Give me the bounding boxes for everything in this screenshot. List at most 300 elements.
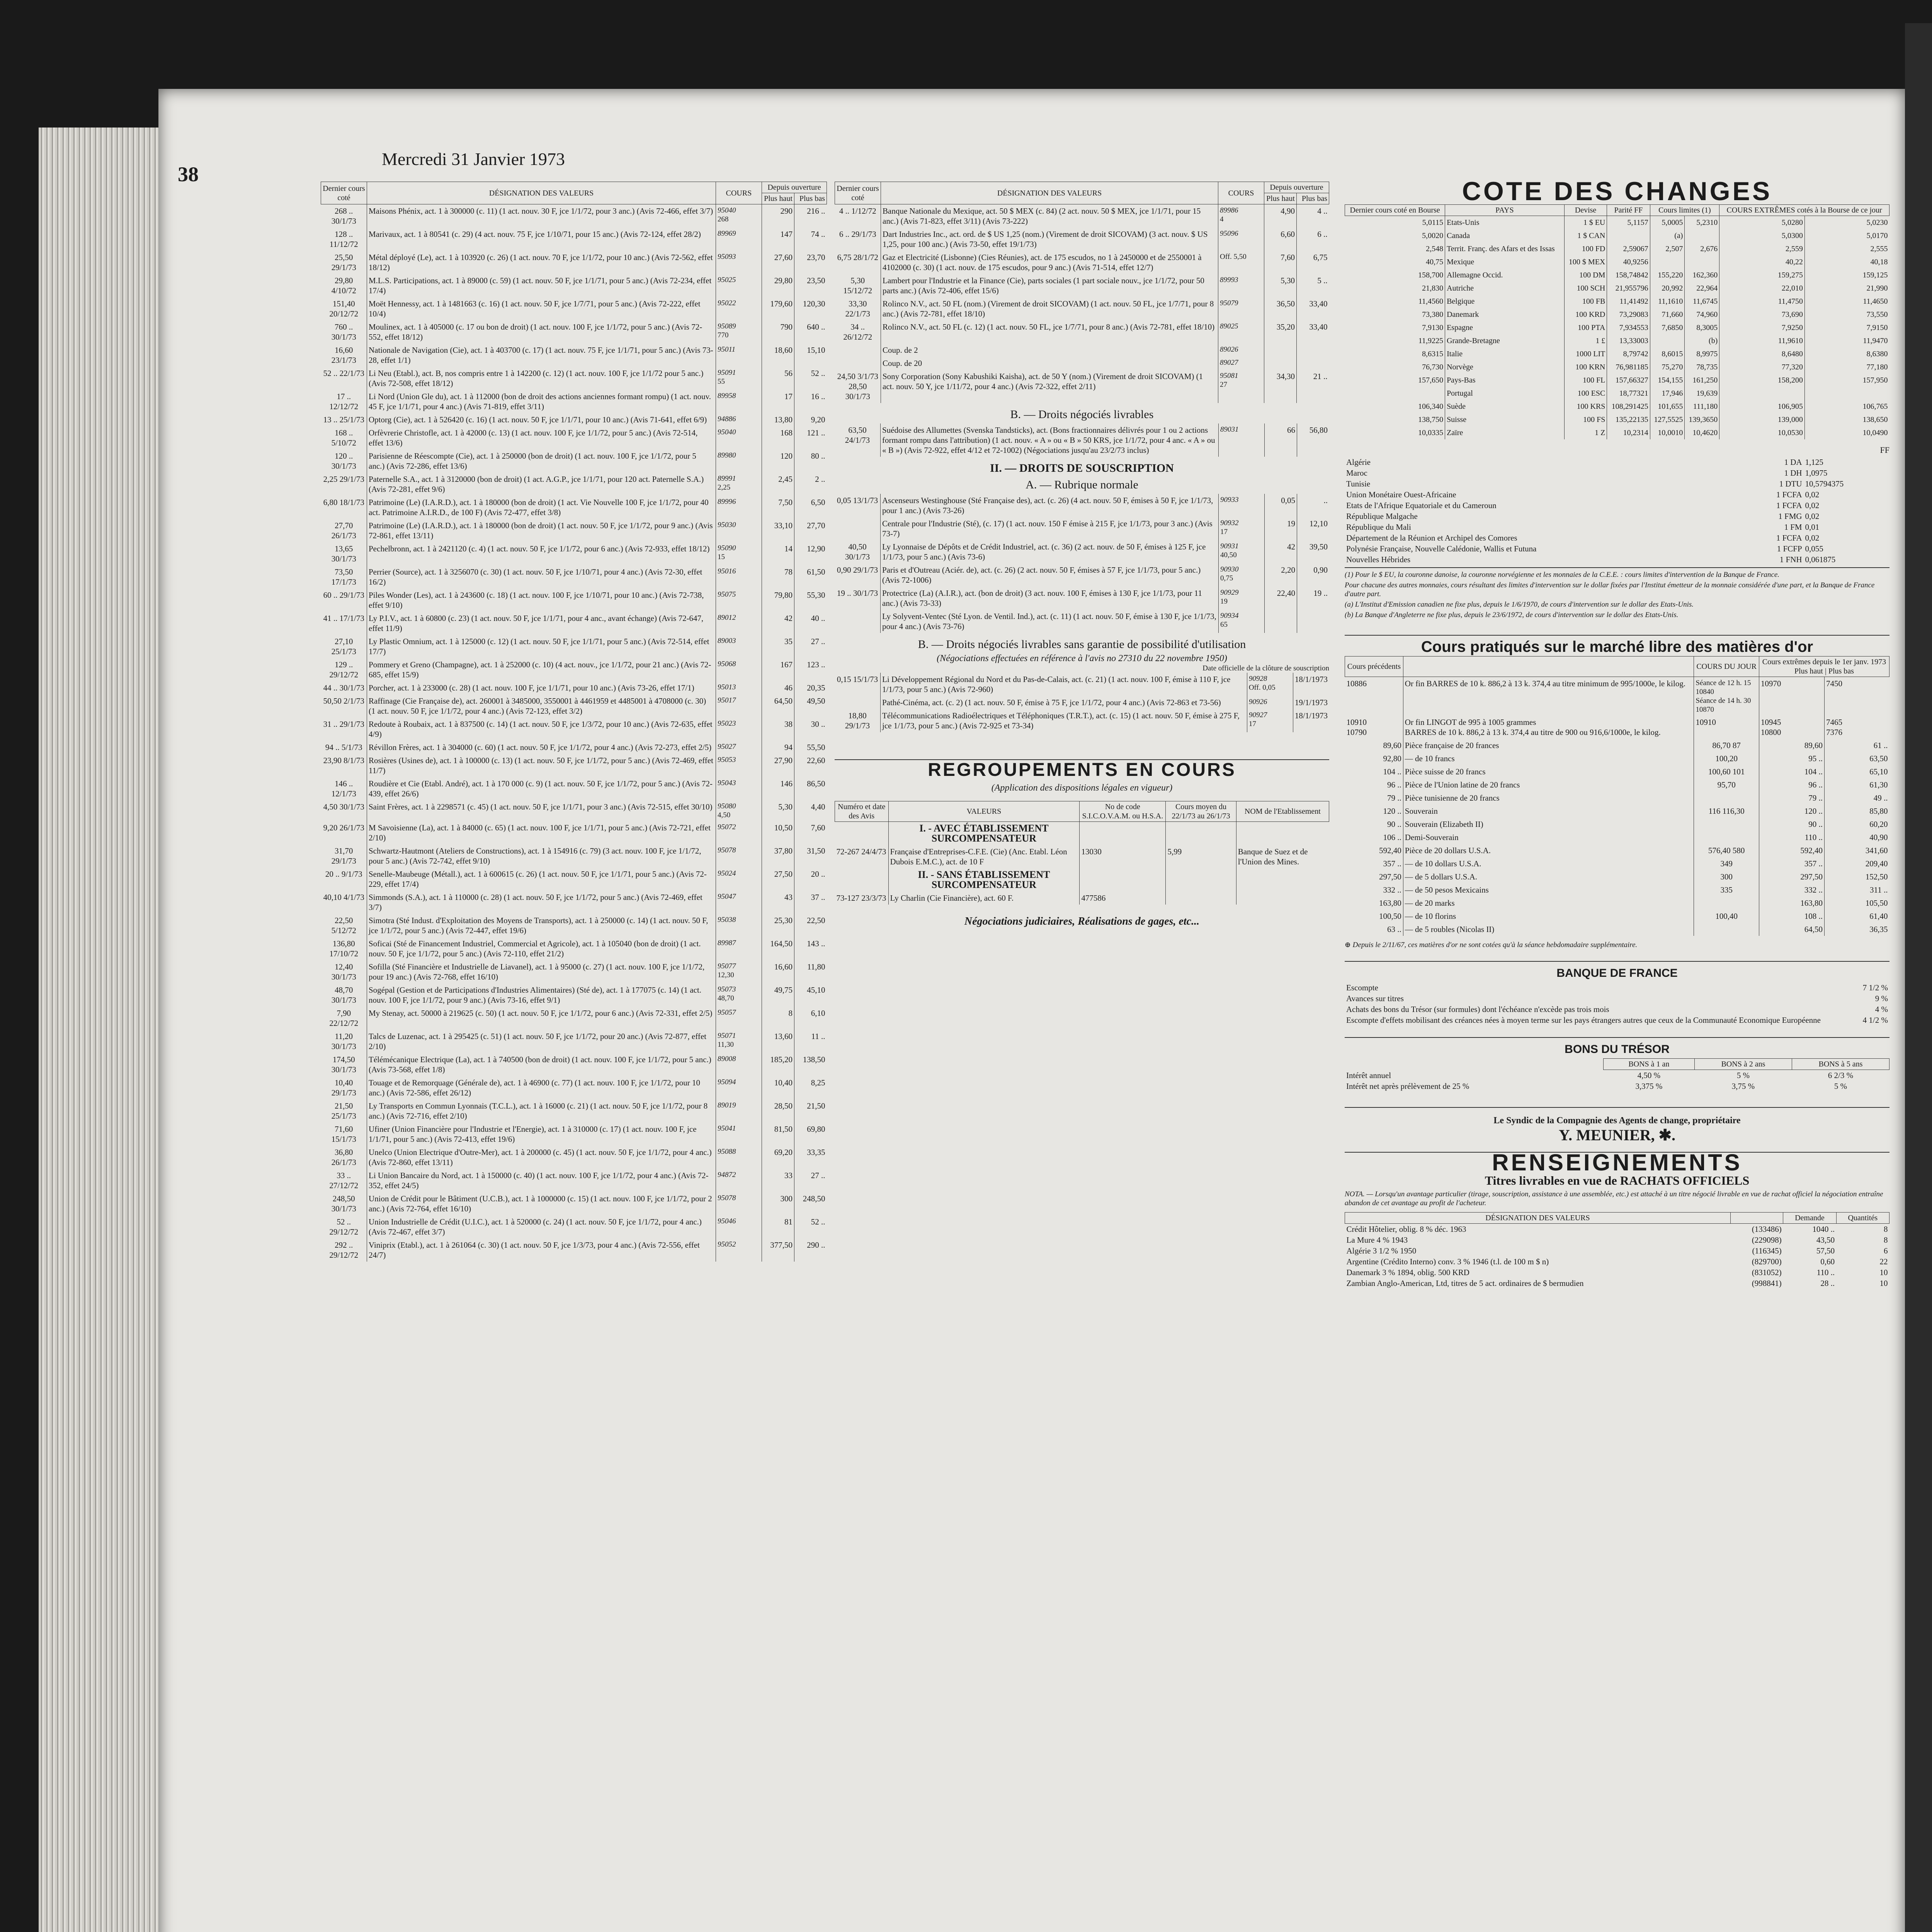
regroup-cours: 5,99 xyxy=(1166,845,1236,868)
valeur-code: 95025 xyxy=(718,276,736,284)
table-row xyxy=(835,540,1329,563)
cours-cell xyxy=(716,867,762,891)
plus-bas: 22,60 xyxy=(807,756,825,765)
rens-quantite: 22 xyxy=(1879,1257,1888,1266)
cours-cell xyxy=(716,1146,762,1169)
or-jour: 349 xyxy=(1694,857,1759,870)
section-b-table xyxy=(835,423,1329,457)
designation: M.L.S. Participations, act. 1 à 89000 (c. 59) (1 act. nouv. 50 F, jce 1/1/71, pour 5 anc.) (Avis 72-234, effet 17/4) xyxy=(367,274,716,297)
cote-devise: 100 $ MEX xyxy=(1564,255,1607,269)
cote-row xyxy=(1345,269,1889,282)
renseignements-subtitle: Titres livrables en vue de RACHATS OFFICIELS xyxy=(1485,1173,1750,1187)
cote-extreme-haut: 106,905 xyxy=(1719,400,1805,413)
dernier-cours: 52 .. 29/12/72 xyxy=(321,1215,367,1238)
dernier-cours: 40,50 30/1/73 xyxy=(835,540,881,563)
valeur-code: 94886 xyxy=(718,415,736,423)
or-plus-bas: 85,80 xyxy=(1869,806,1888,816)
or-seance-2: Séance de 14 h. 30 xyxy=(1696,697,1751,705)
banque-label: Avances sur titres xyxy=(1346,994,1404,1003)
page-number: 38 xyxy=(178,163,199,186)
bons-row xyxy=(1345,1081,1889,1092)
valeur-code: 95068 xyxy=(718,660,736,668)
table-row xyxy=(321,1192,827,1215)
or-plus-haut: 90 .. xyxy=(1759,818,1824,831)
ff-pays: Polynésie Française, Nouvelle Calédonie, Wallis et Futuna xyxy=(1346,544,1537,553)
dernier-cours: 268 .. 30/1/73 xyxy=(321,204,367,228)
valeur-code: 95038 xyxy=(718,916,736,924)
cours-cell xyxy=(716,542,762,565)
or-jour: 335 xyxy=(1694,883,1759,896)
or-lingot-haut1: 10945 xyxy=(1760,718,1781,727)
cote-limite-haute: 161,250 xyxy=(1685,374,1719,387)
cote-header-limites: Cours limites (1) xyxy=(1650,205,1719,216)
cote-devise: 100 FB xyxy=(1564,295,1607,308)
plus-bas: 74 .. xyxy=(811,230,825,239)
plus-haut: 4,90 xyxy=(1264,204,1297,228)
cote-devise: 100 FS xyxy=(1564,413,1607,426)
dernier-cours: 40,10 4/1/73 xyxy=(321,891,367,914)
table-row xyxy=(835,357,1329,370)
plus-bas: 16 .. xyxy=(811,392,825,401)
plus-haut: 0,05 xyxy=(1265,494,1297,517)
designation: Redoute à Roubaix, act. 1 à 837500 (c. 14) (1 act. nouv. 50 F, jce 1/3/72, pour 10 anc.) (Avis 72-635, effet 4/9) xyxy=(367,718,716,741)
bons-header-1an: BONS à 1 an xyxy=(1603,1059,1694,1070)
plus-bas: 23,70 xyxy=(807,253,825,262)
valeur-code: 90933 xyxy=(1220,496,1239,504)
section-2b-col-label: Date officielle de la clôture de souscription xyxy=(1202,664,1329,672)
banque-value: 4 1/2 % xyxy=(1862,1015,1888,1025)
ff-pays: République du Mali xyxy=(1346,522,1411,532)
cours-cell xyxy=(716,390,762,413)
dernier-cours: 52 .. 22/1/73 xyxy=(321,367,367,390)
regroup-valeur: Ly Charlin (Cie Financière), act. 60 F. xyxy=(888,891,1080,905)
plus-bas: 20,35 xyxy=(807,683,825,692)
cote-extreme-haut: 139,000 xyxy=(1719,413,1805,426)
or-plus-haut: 104 .. xyxy=(1759,765,1824,778)
or-plus-haut: 592,40 xyxy=(1759,844,1824,857)
ff-value: 0,01 xyxy=(1805,522,1820,532)
table-row xyxy=(321,1030,827,1053)
designation: Télémécanique Electrique (La), act. 1 à 740500 (bon de droit) (1 act. nouv. 100 F, jce 1/1/72, pour 5 anc.) (Avis 73-568, effet 1/8) xyxy=(367,1053,716,1076)
dernier-cours: 9,20 26/1/73 xyxy=(321,821,367,844)
cote-row xyxy=(1345,334,1889,347)
valeur-code: 90926 xyxy=(1248,698,1267,706)
table-row xyxy=(835,320,1329,344)
cote-limite-basse: 7,6850 xyxy=(1650,321,1685,334)
cote-dernier: 157,650 xyxy=(1345,374,1445,387)
cote-dernier: 10,0335 xyxy=(1345,426,1445,439)
dernier-cours: 0,05 13/1/73 xyxy=(835,494,881,517)
rens-quantite: 6 xyxy=(1884,1246,1888,1255)
table-row xyxy=(321,1146,827,1169)
dernier-cours: 120 .. 30/1/73 xyxy=(321,449,367,473)
cote-devise: 1 £ xyxy=(1564,334,1607,347)
plus-haut: 42 xyxy=(1265,540,1297,563)
table-row xyxy=(321,1007,827,1030)
cours-cell xyxy=(1218,228,1264,251)
designation: Ly P.I.V., act. 1 à 60800 (c. 23) (1 act. nouv. 50 F, jce 1/1/71, pour 4 anc., avant échange) (Avis 72-647, effet 11/9) xyxy=(367,612,716,635)
cours-value: 65 xyxy=(1220,621,1228,629)
cote-row xyxy=(1345,282,1889,295)
plus-bas xyxy=(1297,344,1329,357)
banque-title: BANQUE DE FRANCE xyxy=(1556,967,1678,980)
plus-haut: 69,20 xyxy=(762,1146,794,1169)
plus-haut: 7,50 xyxy=(762,496,794,519)
plus-haut: 2,20 xyxy=(1265,563,1297,587)
plus-bas: 7,60 xyxy=(811,823,825,832)
designation: Union Industrielle de Crédit (U.I.C.), act. 1 à 520000 (c. 24) (1 act. nouv. 50 F, jce 1/1/72, pour 4 anc.) (Avis 72-467, effet 3/7) xyxy=(367,1215,716,1238)
valeur-code: 95057 xyxy=(718,1009,736,1017)
plus-haut: 28,50 xyxy=(762,1099,794,1122)
cote-extreme-bas: 106,765 xyxy=(1862,402,1888,411)
or-piece: Pièce de 20 dollars U.S.A. xyxy=(1403,844,1694,857)
cote-dernier: 21,830 xyxy=(1345,282,1445,295)
plus-haut: 147 xyxy=(762,228,794,251)
or-piece: — de 10 florins xyxy=(1403,910,1694,923)
table-row xyxy=(321,1076,827,1099)
rens-demande: 57,50 xyxy=(1816,1246,1835,1255)
dernier-cours xyxy=(835,610,881,633)
or-jour: 86,70 87 xyxy=(1694,739,1759,752)
plus-bas: 27 .. xyxy=(811,1171,825,1180)
cours-cell xyxy=(716,1053,762,1076)
plus-bas: 52 .. xyxy=(811,369,825,378)
cote-extreme-bas: 21,990 xyxy=(1866,284,1888,293)
or-lingot-bas1: 7465 xyxy=(1826,718,1843,727)
bons-1an: 3,375 % xyxy=(1635,1082,1663,1091)
cote-pays: Espagne xyxy=(1445,321,1565,334)
dernier-cours: 25,50 29/1/73 xyxy=(321,251,367,274)
plus-haut: 7,60 xyxy=(1264,251,1297,274)
ff-value: 1,125 xyxy=(1805,457,1823,467)
cote-devise: 100 KRS xyxy=(1564,400,1607,413)
dernier-cours xyxy=(835,696,881,709)
ff-label: FF xyxy=(1880,445,1889,455)
cours-value: 15 xyxy=(718,553,725,561)
cours-cell xyxy=(716,681,762,694)
designation: Senelle-Maubeuge (Métall.), act. 1 à 600615 (c. 26) (1 act. nouv. 50 F, jce 1/1/71, pour 5 anc.) (Avis 72-229, effet 17/4) xyxy=(367,867,716,891)
col-header-depuis: Depuis ouverture xyxy=(1264,182,1329,193)
valeur-code: 94872 xyxy=(718,1171,736,1179)
rens-designation: Danemark 3 % 1894, oblig. 500 KRD xyxy=(1346,1268,1469,1277)
plus-bas: 27 .. xyxy=(811,637,825,646)
ff-value: 0,061875 xyxy=(1805,555,1836,564)
plus-haut: 64,50 xyxy=(762,694,794,718)
regroup-section-1: I. - AVEC ÉTABLISSEMENT SURCOMPENSATEUR xyxy=(888,822,1080,845)
dernier-cours: 44 .. 30/1/73 xyxy=(321,681,367,694)
plus-bas: 45,10 xyxy=(807,985,825,995)
dernier-cours: 33 .. 27/12/72 xyxy=(321,1169,367,1192)
cote-extreme-bas: 11,4650 xyxy=(1863,297,1888,306)
dernier-cours: 146 .. 12/1/73 xyxy=(321,777,367,800)
rens-demande: 43,50 xyxy=(1816,1235,1835,1245)
cours-cell xyxy=(716,274,762,297)
valeur-code: 95096 xyxy=(1220,230,1238,238)
cote-devise: 100 PTA xyxy=(1564,321,1607,334)
plus-bas: 121 .. xyxy=(807,428,825,437)
cote-extreme-haut: 40,22 xyxy=(1719,255,1805,269)
table-row xyxy=(835,610,1329,633)
plus-bas: 6,50 xyxy=(811,498,825,507)
or-plus-bas: 49 .. xyxy=(1873,793,1888,803)
dernier-cours xyxy=(835,357,881,370)
cote-extreme-haut: 159,275 xyxy=(1719,269,1805,282)
rens-designation: Algérie 3 1/2 % 1950 xyxy=(1346,1246,1417,1255)
cote-extreme-bas: 73,550 xyxy=(1866,310,1888,319)
table-row xyxy=(321,821,827,844)
plus-bas: 33,35 xyxy=(807,1148,825,1157)
plus-haut: 22,40 xyxy=(1265,587,1297,610)
designation: Moulinex, act. 1 à 405000 (c. 17 ou bon de droit) (1 act. nouv. 100 F, jce 1/1/72, pour 5 anc.) (Avis 72-552, effet 18/12) xyxy=(367,320,716,344)
regroupements-title: REGROUPEMENTS EN COURS xyxy=(928,760,1236,780)
designation: Dart Industries Inc., act. ord. de $ US 1,25 (nom.) (Virement de droit SICOVAM) (3 act. nouv. $ US 1,25, pour 100 anc.) (Avis 73-50, effet 19/1/73) xyxy=(881,228,1218,251)
cote-extreme-bas: 5,0170 xyxy=(1866,231,1888,240)
dernier-cours: 5,30 15/12/72 xyxy=(835,274,881,297)
rens-designation: Argentine (Crédito Interno) conv. 3 % 1946 (t.l. de 100 m $ n) xyxy=(1346,1257,1549,1266)
plus-haut: 78 xyxy=(762,565,794,588)
ff-row xyxy=(1345,468,1889,478)
dernier-cours: 4 .. 1/12/72 xyxy=(835,204,881,228)
cote-dernier: 11,9225 xyxy=(1345,334,1445,347)
dernier-cours: 12,40 30/1/73 xyxy=(321,960,367,983)
cours-value: 4 xyxy=(1220,215,1224,223)
dernier-cours: 13,65 30/1/73 xyxy=(321,542,367,565)
rens-row xyxy=(1345,1224,1889,1235)
renseignements-nota: NOTA. — Lorsqu'un avantage particulier (tirage, souscription, assistance à une assemblée, etc.) est attaché à un titre négocié livrable en vue de rachat officiel la négociation entraîne abandon de cet avantage au profit de l'acheteur. xyxy=(1345,1190,1883,1207)
banque-label: Escompte d'effets mobilisant des créances nées à moyen terme sur les pays étrangers autres que ceux de la Communauté Economique Européenne xyxy=(1346,1015,1821,1025)
cote-pays: Territ. Franç. des Afars et des Issas xyxy=(1445,242,1565,255)
cours-cell xyxy=(1219,540,1265,563)
cote-dernier: 5,0020 xyxy=(1345,229,1445,242)
plus-haut: 179,60 xyxy=(762,297,794,320)
or-row xyxy=(1345,910,1889,923)
left-quotes-body xyxy=(321,204,827,1262)
cours-value: 17 xyxy=(1220,528,1228,536)
table-row xyxy=(321,426,827,449)
middle-quotes-table xyxy=(835,182,1329,403)
dernier-cours: 18,80 29/1/73 xyxy=(835,709,881,732)
table-row xyxy=(835,370,1329,403)
cours-cell xyxy=(716,228,762,251)
plus-haut: 36,50 xyxy=(1264,297,1297,320)
valeur-code: 95040 xyxy=(718,206,736,214)
cote-extreme-bas: 2,555 xyxy=(1870,245,1888,253)
page-date: Mercredi 31 Janvier 1973 xyxy=(382,149,565,169)
or-plus-haut: 332 .. xyxy=(1759,883,1824,896)
rens-code: (133486) xyxy=(1752,1225,1782,1234)
renseignements-table xyxy=(1345,1212,1889,1289)
plus-bas: 6 .. xyxy=(1317,230,1328,239)
cours-cell xyxy=(1219,517,1265,540)
cote-extreme-bas: 11,9470 xyxy=(1863,337,1888,345)
designation: Schwartz-Hautmont (Ateliers de Constructions), act. 1 à 154916 (c. 79) (3 act. nouv. 100 F, jce 1/1/72, pour 5 anc.) (Avis 72-742, effet 9/10) xyxy=(367,844,716,867)
table-row xyxy=(321,891,827,914)
ff-pays: Union Monétaire Ouest-Africaine xyxy=(1346,490,1456,499)
cours-cell xyxy=(1247,673,1293,696)
cours-value: Off. 5,50 xyxy=(1220,253,1247,261)
bons-header-2ans: BONS à 2 ans xyxy=(1694,1059,1792,1070)
plus-bas: 5 .. xyxy=(1317,276,1328,285)
ff-devise: 1 DTU xyxy=(1779,479,1802,488)
or-plus-bas: 65,10 xyxy=(1869,767,1888,776)
or-header-jour: COURS DU JOUR xyxy=(1694,656,1759,677)
designation: Unelco (Union Electrique d'Outre-Mer), act. 1 à 200000 (c. 45) (1 act. nouv. 50 F, jce 1/1/72, pour 4 anc.) (Avis 72-860, effet 13/11) xyxy=(367,1146,716,1169)
plus-haut: 38 xyxy=(762,718,794,741)
table-row xyxy=(321,844,827,867)
rens-header-demande: Demande xyxy=(1783,1213,1836,1224)
plus-bas: 138,50 xyxy=(803,1055,825,1064)
ff-devise: 1 FCFA xyxy=(1776,490,1802,499)
valeur-code: 95073 xyxy=(718,985,736,993)
or-note: ⊕ Depuis le 2/11/67, ces matières d'or ne sont cotées qu'à la séance hebdomadaire supplémentaire. xyxy=(1345,941,1638,949)
or-header-haut: Plus haut xyxy=(1794,667,1823,675)
table-row xyxy=(321,1099,827,1122)
valeur-code: 95080 xyxy=(718,802,736,810)
cote-note: (a) L'Institut d'Emission canadien ne fixe plus, depuis le 1/6/1970, de cours d'intervention sur le dollar des Etats-Unis. xyxy=(1345,600,1694,609)
cours-cell xyxy=(1247,696,1293,709)
table-row xyxy=(321,777,827,800)
plus-bas: 61,50 xyxy=(807,567,825,577)
plus-bas xyxy=(1297,357,1329,370)
cote-parite: 11,41492 xyxy=(1607,295,1650,308)
valeur-code: 95078 xyxy=(718,1194,736,1202)
dernier-cours: 11,20 30/1/73 xyxy=(321,1030,367,1053)
scan-edge xyxy=(1905,23,1932,1932)
valeur-code: 95089 xyxy=(718,322,736,330)
cote-extreme-bas xyxy=(1804,387,1889,400)
cours-cell xyxy=(716,344,762,367)
cours-cell xyxy=(1218,370,1264,403)
plus-bas: 33,40 xyxy=(1309,322,1328,332)
designation: Ly Solyvent-Ventec (Sté Lyon. de Ventil. Ind.), act. (c. 11) (1 act. nouv. 50 F, émise à 130 F, jce 1/1/73, pour 4 anc.) (Avis 73-76) xyxy=(881,610,1219,633)
plus-bas: 248,50 xyxy=(803,1194,825,1203)
col-header-plus-bas: Plus bas xyxy=(794,193,827,204)
dernier-cours: 71,60 15/1/73 xyxy=(321,1122,367,1146)
table-row xyxy=(835,344,1329,357)
bons-5ans: 6 2/3 % xyxy=(1828,1071,1854,1080)
valeur-code: 89993 xyxy=(1220,276,1238,284)
dernier-cours xyxy=(835,517,881,540)
cote-notes xyxy=(1345,570,1889,619)
or-precedent: 332 .. xyxy=(1345,883,1403,896)
cote-limite-basse: 75,270 xyxy=(1650,361,1685,374)
cote-parite: 8,79742 xyxy=(1607,347,1650,361)
or-lingot-desc2: BARRES de 10 k. 886,2 à 13 k. 374,4 au titre de 900 ou 916,6/1000e, le kilog. xyxy=(1405,728,1661,737)
cours-cell xyxy=(1219,610,1265,633)
cote-pays: Canada xyxy=(1445,229,1565,242)
ff-devise: 1 DA xyxy=(1784,457,1802,467)
dernier-cours: 151,40 20/12/72 xyxy=(321,297,367,320)
plus-haut: 16,60 xyxy=(762,960,794,983)
valeur-code: 95053 xyxy=(718,756,736,764)
or-precedent: 90 .. xyxy=(1345,818,1403,831)
or-row xyxy=(1345,923,1889,936)
banque-row xyxy=(1345,993,1889,1004)
table-row xyxy=(321,914,827,937)
designation: Coup. de 20 xyxy=(881,357,1218,370)
cours-cell xyxy=(1218,357,1264,370)
cote-pays: Grande-Bretagne xyxy=(1445,334,1565,347)
or-precedent: 106 .. xyxy=(1345,831,1403,844)
or-seance-1: Séance de 12 h. 15 xyxy=(1696,679,1751,687)
or-precedent: 96 .. xyxy=(1345,778,1403,791)
plus-haut: 81 xyxy=(762,1215,794,1238)
table-row xyxy=(321,1169,827,1192)
dernier-cours: 48,70 30/1/73 xyxy=(321,983,367,1007)
or-piece: Pièce de l'Union latine de 20 francs xyxy=(1403,778,1694,791)
banque-value: 4 % xyxy=(1875,1005,1888,1014)
or-plus-bas: 60,20 xyxy=(1869,820,1888,829)
or-lingot-desc1: LINGOT de 995 à 1005 grammes xyxy=(1426,718,1536,727)
or-piece: Demi-Souverain xyxy=(1403,831,1694,844)
or-jour xyxy=(1694,923,1759,936)
designation: Lambert pour l'Industrie et la Finance (Cie), parts sociales (1 part sociale nouv., jce 1/1/72, pour 50 parts anc.) (Avis 72-406, effet 15/6) xyxy=(881,274,1218,297)
plus-haut: 120 xyxy=(762,449,794,473)
plus-haut: 168 xyxy=(762,426,794,449)
cote-pays: Portugal xyxy=(1445,387,1565,400)
designation: Piles Wonder (Les), act. 1 à 243600 (c. 18) (1 act. nouv. 100 F, jce 1/10/71, pour 10 anc.) (Avis 72-738, effet 9/10) xyxy=(367,588,716,612)
cours-value: 19 xyxy=(1220,597,1228,605)
or-row xyxy=(1345,831,1889,844)
or-row xyxy=(1345,804,1889,818)
designation: Rolinco N.V., act. 50 FL (nom.) (Virement de droit SICOVAM) (1 act. nouv. 50 FL, jce 1/7/71, pour 8 anc.) (Avis 72-781, effet 18/10) xyxy=(881,297,1218,320)
or-piece: Pièce française de 20 frances xyxy=(1403,739,1694,752)
or-piece: — de 50 pesos Mexicains xyxy=(1403,883,1694,896)
cloture-date: 18/1/1973 xyxy=(1294,711,1328,720)
valeur-code: 95093 xyxy=(718,253,736,261)
cote-row xyxy=(1345,374,1889,387)
plus-bas: 31,50 xyxy=(807,846,825,855)
cours-value: Off. 0,05 xyxy=(1248,684,1276,692)
ff-value: 0,02 xyxy=(1805,533,1820,543)
table-row xyxy=(321,960,827,983)
table-row xyxy=(321,800,827,821)
cote-limite-haute: 5,2310 xyxy=(1685,216,1719,230)
designation: Gaz et Electricité (Lisbonne) (Cies Réunies), act. de 175 escudos, no 1 à 2450000 et de 2550001 à 4102000 (c. 30) (1 act. nouv. de 175 escudos, pour 9 anc.) (Avis 71-514, effet 12/7) xyxy=(881,251,1218,274)
or-barres-haut: 10970 xyxy=(1759,677,1824,716)
cote-limite-basse: 10,0010 xyxy=(1650,426,1685,439)
plus-bas: 49,50 xyxy=(807,696,825,706)
table-row xyxy=(321,588,827,612)
valeur-code: 95075 xyxy=(718,590,736,599)
cote-devise: 100 FL xyxy=(1564,374,1607,387)
cote-extreme-bas: 159,125 xyxy=(1862,271,1888,279)
or-jour xyxy=(1694,831,1759,844)
or-barres-row xyxy=(1345,677,1889,716)
renseignements-title: RENSEIGNEMENTS xyxy=(1492,1150,1742,1175)
regroup-code: 13030 xyxy=(1080,845,1166,868)
designation: Ly Transports en Commun Lyonnais (T.C.L.), act. 1 à 16000 (c. 21) (1 act. nouv. 50 F, jce 1/1/72, pour 8 anc.) (Avis 72-716, effet 2/10) xyxy=(367,1099,716,1122)
cote-header-extremes: COURS EXTRÊMES cotés à la Bourse de ce jour xyxy=(1719,205,1889,216)
cote-extreme-haut: 2,559 xyxy=(1719,242,1805,255)
table-row xyxy=(835,563,1329,587)
cote-parite: 2,59067 xyxy=(1607,242,1650,255)
plus-bas: 22,50 xyxy=(807,916,825,925)
ff-pays: Etats de l'Afrique Equatoriale et du Cameroun xyxy=(1346,501,1497,510)
dernier-cours: 20 .. 9/1/73 xyxy=(321,867,367,891)
cote-limite-haute: 111,180 xyxy=(1685,400,1719,413)
table-row xyxy=(321,413,827,426)
designation: Parisienne de Réescompte (Cie), act. 1 à 250000 (bon de droit) (1 act. nouv. 100 F, jce 1/1/72, pour 5 anc.) (Avis 72-286, effet 13/6) xyxy=(367,449,716,473)
col-header-designation: DÉSIGNATION DES VALEURS xyxy=(367,182,716,204)
or-piece: — de 5 roubles (Nicolas II) xyxy=(1403,923,1694,936)
cours-cell xyxy=(716,588,762,612)
designation: Marivaux, act. 1 à 80541 (c. 29) (4 act. nouv. 75 F, jce 1/10/71, pour 15 anc.) (Avis 72-124, effet 28/2) xyxy=(367,228,716,251)
dernier-cours: 17 .. 12/12/72 xyxy=(321,390,367,413)
or-row xyxy=(1345,739,1889,752)
rens-quantite: 8 xyxy=(1884,1225,1888,1234)
cours-cell xyxy=(716,426,762,449)
